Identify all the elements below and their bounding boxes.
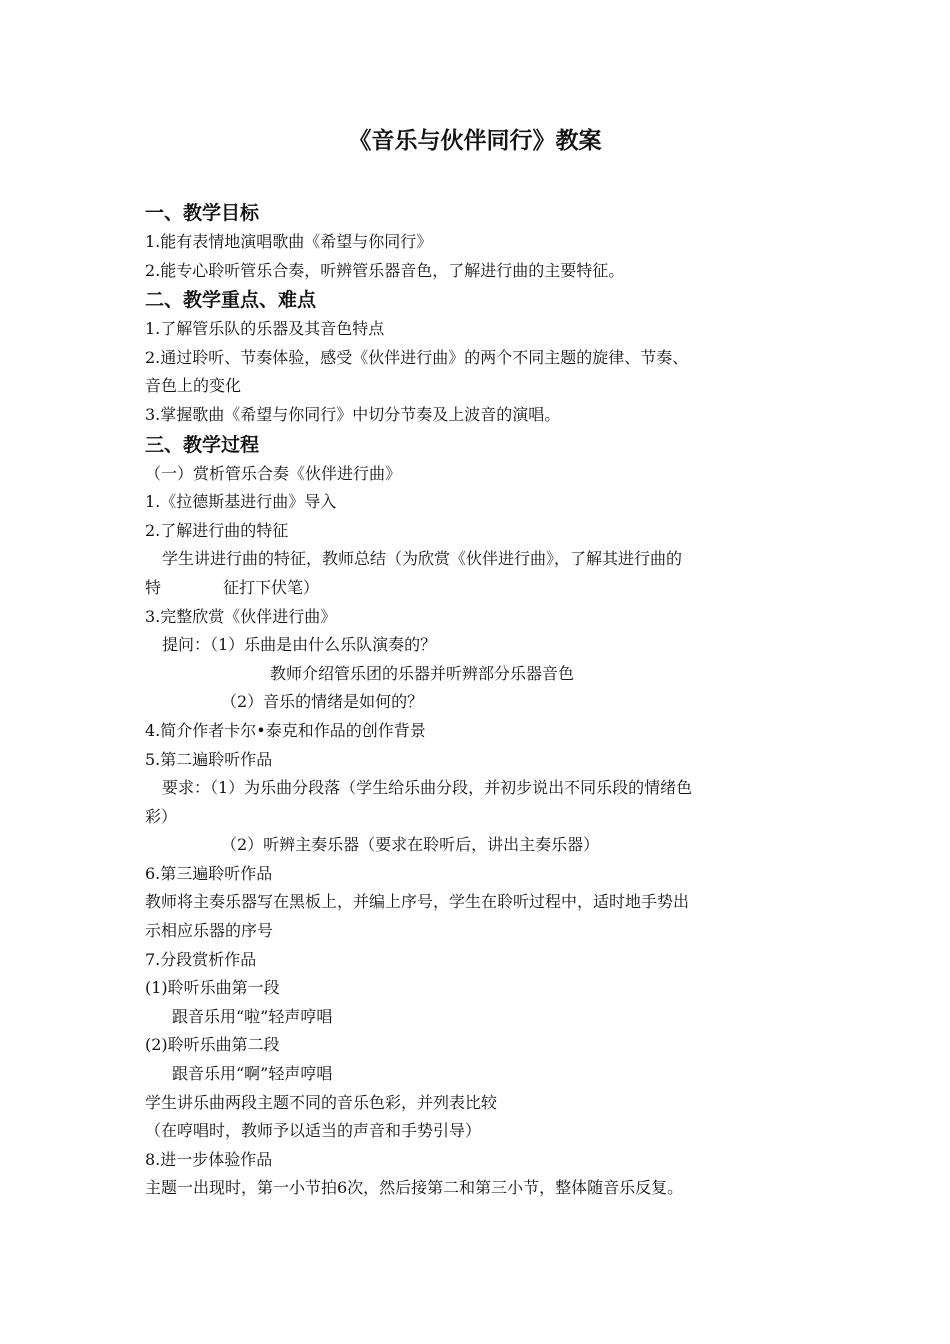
text-line: 提问：（1）乐曲是由什么乐队演奏的？ <box>162 635 437 655</box>
text-line: （在哼唱时，教师予以适当的声音和手势引导） <box>145 1121 482 1141</box>
text-line: 5.第二遍聆听作品 <box>145 749 273 769</box>
text-line: （一）赏析管乐合奏《伙伴进行曲》 <box>145 463 402 483</box>
text-line <box>145 574 815 603</box>
text-fragment: 特 <box>145 577 162 597</box>
document-body <box>145 198 815 1203</box>
text-line: 学生讲进行曲的特征，教师总结（为欣赏《伙伴进行曲》，了解其进行曲的 <box>162 549 683 569</box>
text-line: （2）音乐的情绪是如何的？ <box>221 692 424 712</box>
text-line: 教师介绍管乐团的乐器并听辨部分乐器音色 <box>270 663 575 683</box>
text-line: 1.了解管乐队的乐器及其音色特点 <box>145 319 385 339</box>
text-line: 7.分段赏析作品 <box>145 949 257 969</box>
text-line: (2)聆听乐曲第二段 <box>145 1035 280 1055</box>
text-line: 2.通过聆听、节奏体验，感受《伙伴进行曲》的两个不同主题的旋律、节奏、 <box>145 347 689 367</box>
text-fragment: 征打下伏笔） <box>223 577 320 597</box>
text-line: 要求：（1）为乐曲分段落（学生给乐曲分段，并初步说出不同乐段的情绪色 <box>162 778 693 798</box>
text-line: 教师将主奏乐器写在黑板上，并编上序号，学生在聆听过程中，适时地手势出 <box>145 892 690 912</box>
text-line: 主题一出现时，第一小节拍6次，然后接第二和第三小节，整体随音乐反复。 <box>145 1178 684 1198</box>
section-heading-objectives: 一、教学目标 <box>145 202 260 224</box>
text-line: 6.第三遍聆听作品 <box>145 863 273 883</box>
text-line: 2.了解进行曲的特征 <box>145 520 289 540</box>
text-line: 8.进一步体验作品 <box>145 1149 273 1169</box>
text-line: 示相应乐器的序号 <box>145 921 274 941</box>
document-title: 《音乐与伙伴同行》教案 <box>348 128 602 154</box>
text-line: 3.完整欣赏《伙伴进行曲》 <box>145 606 337 626</box>
section-heading-key-points: 二、教学重点、难点 <box>145 289 317 312</box>
text-line: 2.能专心聆听管乐合奏，听辨管乐器音色，了解进行曲的主要特征。 <box>145 260 625 280</box>
text-line: 彩） <box>145 806 178 826</box>
text-line: 跟音乐用“啊”轻声哼唱 <box>172 1064 333 1084</box>
section-heading-process: 三、教学过程 <box>145 433 260 456</box>
text-line: 3.掌握歌曲《希望与你同行》中切分节奏及上波音的演唱。 <box>145 404 561 424</box>
text-line: (1)聆听乐曲第一段 <box>145 978 280 998</box>
text-line: 学生讲乐曲两段主题不同的音乐色彩，并列表比较 <box>145 1092 498 1112</box>
text-line: 跟音乐用“啦”轻声哼唱 <box>172 1006 333 1026</box>
text-line: 1.能有表情地演唱歌曲《希望与你同行》 <box>145 232 433 251</box>
text-line: （2）听辨主奏乐器（要求在聆听后，讲出主奏乐器） <box>221 835 600 855</box>
text-line: 4.简介作者卡尔•泰克和作品的创作背景 <box>145 720 426 740</box>
text-line: 音色上的变化 <box>145 376 242 396</box>
text-line: 1.《拉德斯基进行曲》导入 <box>145 492 337 512</box>
